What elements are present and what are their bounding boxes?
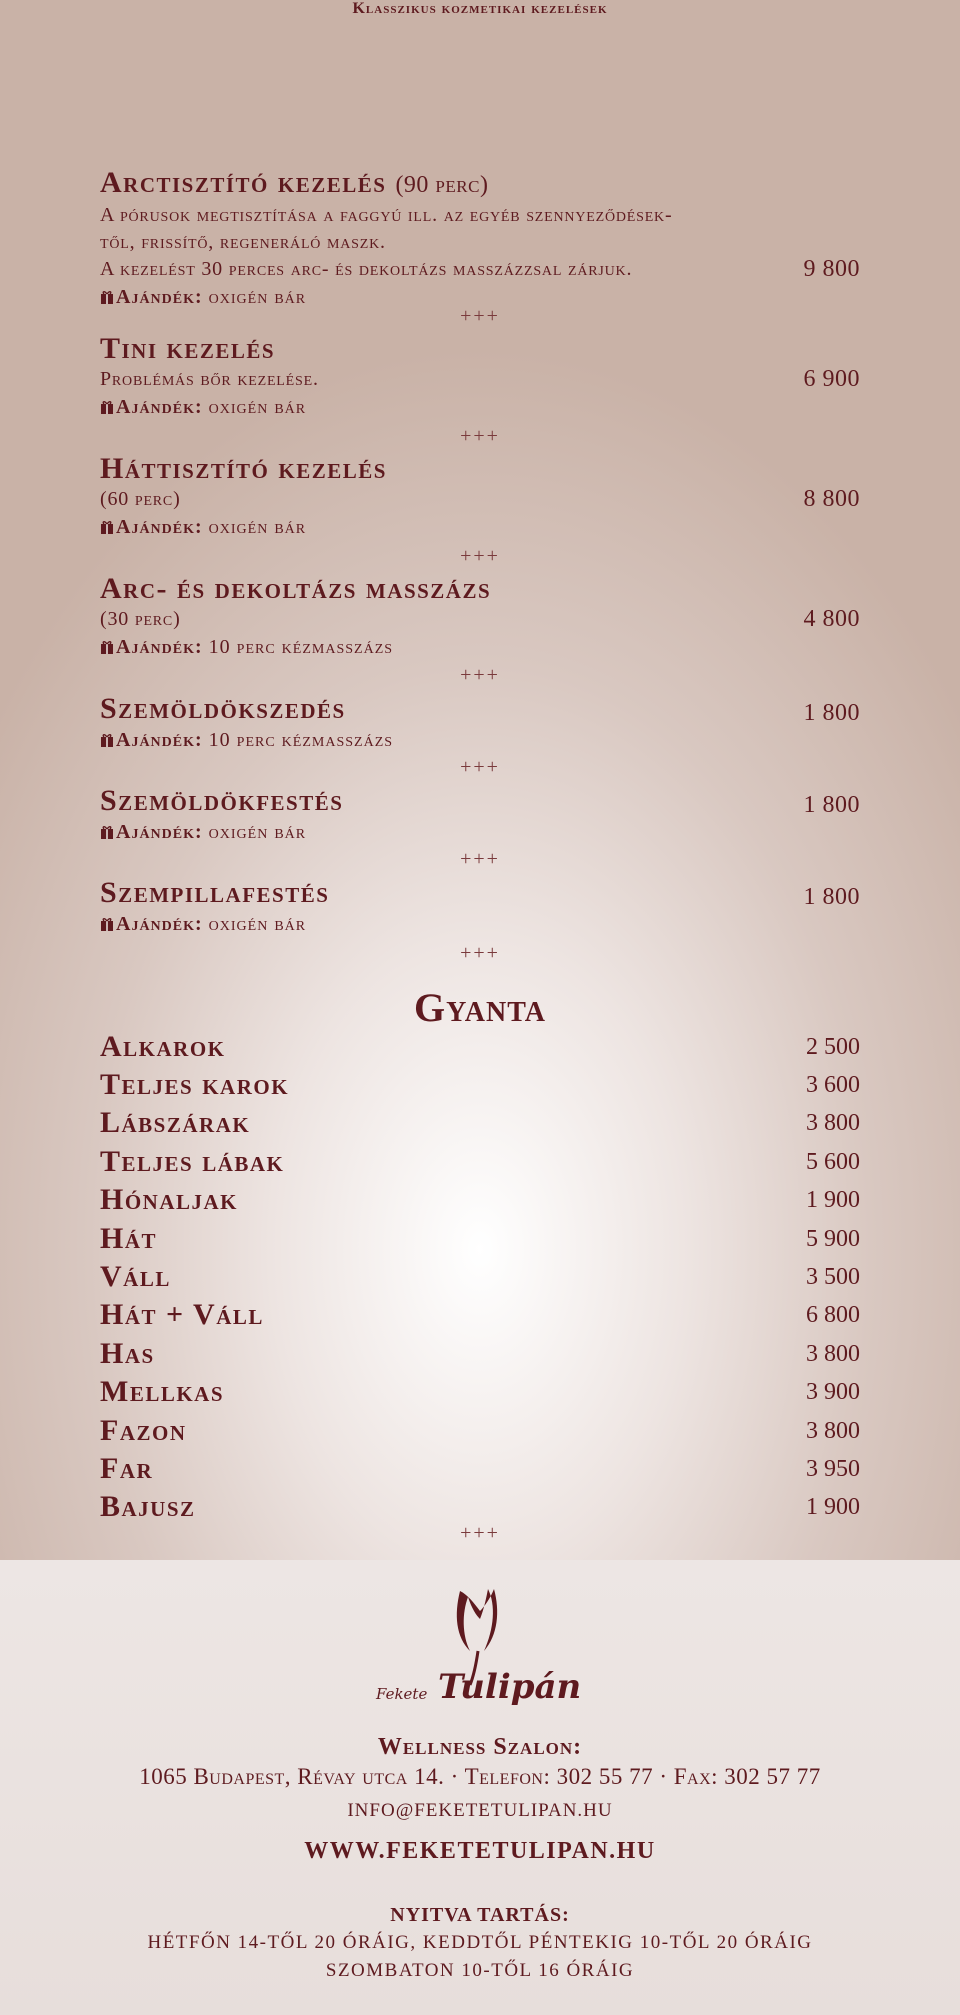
treatment-szemoldokszedes — [100, 692, 860, 754]
fekete-tulipan-logo — [370, 1585, 590, 1715]
treatment-description-text: (30 perc) — [100, 608, 181, 630]
gyanta-row — [100, 1452, 860, 1490]
gyanta-item-price: 6 800 — [806, 1302, 860, 1328]
gyanta-item-name: Has — [100, 1337, 155, 1370]
gyanta-item-name: Far — [100, 1452, 154, 1485]
treatment-name-text: Szemöldökszedés — [100, 692, 346, 725]
gyanta-item-price: 5 600 — [806, 1149, 860, 1175]
separator: +++ — [460, 425, 500, 447]
treatment-description-text: Problémás bőr kezelése. — [100, 368, 319, 390]
treatment-tini — [100, 332, 860, 421]
gyanta-row — [100, 1375, 860, 1413]
gift-label: Ajándék: — [116, 286, 203, 308]
gyanta-row — [100, 1145, 860, 1183]
gyanta-row — [100, 1337, 860, 1375]
treatment-name — [100, 876, 860, 910]
gift-label: Ajándék: — [116, 821, 203, 843]
treatment-price: 6 900 — [803, 366, 860, 392]
gift-label: Ajándék: — [116, 396, 203, 418]
gift-icon — [100, 290, 114, 304]
hours-line-saturday: SZOMBATON 10-TŐL 16 ÓRÁIG — [325, 1960, 635, 1981]
gift-icon — [100, 917, 114, 931]
main-title: Klasszikus kozmetikai kezelések — [352, 0, 608, 17]
treatment-name — [100, 784, 860, 818]
treatment-price: 4 800 — [803, 606, 860, 632]
treatment-price: 1 800 — [803, 792, 860, 818]
gyanta-row — [100, 1222, 860, 1260]
treatment-arc-dekoltazs — [100, 572, 860, 661]
gyanta-item-price: 3 800 — [806, 1110, 860, 1136]
treatment-description-text: (60 perc) — [100, 488, 181, 510]
hours-line-weekdays: HÉTFŐN 14-TŐL 20 ÓRÁIG, KEDDTŐL PÉNTEKIG 10-TŐL 20 ÓRÁIG — [147, 1932, 813, 1953]
treatment-price: 9 800 — [803, 256, 860, 282]
separator: +++ — [460, 756, 500, 778]
gift-line — [100, 393, 860, 421]
treatment-description: től, frissítő, regeneráló maszk. — [100, 231, 386, 253]
gyanta-item-name: Alkarok — [100, 1030, 226, 1063]
address-line: 1065 Budapest, Révay utca 14. · Telefon: 302 55 77 · Fax: 302 57 77 — [139, 1764, 821, 1789]
gyanta-item-name: Hónaljak — [100, 1183, 239, 1216]
gyanta-item-name: Bajusz — [100, 1490, 196, 1523]
gyanta-item-price: 3 600 — [806, 1072, 860, 1098]
treatment-szemoldokfestes — [100, 784, 860, 846]
gift-label: Ajándék: — [116, 913, 203, 935]
hours-title: NYITVA TARTÁS: — [390, 1904, 570, 1926]
gift-icon — [100, 400, 114, 414]
gift-text: 10 perc kézmasszázs — [208, 636, 394, 658]
gift-text: oxigén bár — [208, 913, 307, 935]
gift-text: 10 perc kézmasszázs — [208, 729, 394, 751]
treatment-name: Háttisztító kezelés — [100, 452, 387, 485]
gyanta-item-price: 1 900 — [806, 1494, 860, 1520]
treatment-szempillafestes — [100, 876, 860, 938]
gyanta-item-name: Lábszárak — [100, 1106, 251, 1139]
gyanta-row — [100, 1183, 860, 1221]
treatment-description — [100, 606, 860, 633]
salon-label: Wellness Szalon: — [377, 1734, 583, 1760]
gyanta-item-name: Hát — [100, 1222, 158, 1255]
separator: +++ — [460, 848, 500, 870]
treatment-price: 1 800 — [803, 700, 860, 726]
website-link[interactable]: WWW.FEKETETULIPAN.HU — [304, 1838, 656, 1864]
gift-label: Ajándék: — [116, 636, 203, 658]
gyanta-item-price: 3 500 — [806, 1264, 860, 1290]
gift-label: Ajándék: — [116, 516, 203, 538]
treatment-description — [100, 256, 860, 283]
treatment-hattisztito — [100, 452, 860, 541]
treatment-name — [100, 692, 860, 726]
gyanta-row — [100, 1030, 860, 1068]
separator: +++ — [460, 1522, 500, 1544]
gyanta-item-price: 5 900 — [806, 1226, 860, 1252]
gift-icon — [100, 825, 114, 839]
separator: +++ — [460, 942, 500, 964]
gyanta-item-name: Fazon — [100, 1414, 187, 1447]
gyanta-item-price: 3 800 — [806, 1341, 860, 1367]
gyanta-row — [100, 1414, 860, 1452]
treatment-name-text: Arctisztító kezelés — [100, 166, 387, 199]
gyanta-item-name: Teljes karok — [100, 1068, 290, 1101]
gyanta-row — [100, 1260, 860, 1298]
gift-line — [100, 818, 860, 846]
gyanta-item-price: 2 500 — [806, 1034, 860, 1060]
gyanta-item-name: Váll — [100, 1260, 171, 1293]
logo-text-small: Fekete — [376, 1685, 428, 1703]
gift-text: oxigén bár — [208, 821, 307, 843]
gift-line — [100, 633, 860, 661]
treatment-name-text: Szemöldökfestés — [100, 784, 344, 817]
gyanta-title: Gyanta — [413, 985, 547, 1030]
gyanta-item-name: Mellkas — [100, 1375, 225, 1408]
email-link[interactable]: INFO@FEKETETULIPAN.HU — [347, 1800, 613, 1821]
gift-icon — [100, 520, 114, 534]
gyanta-item-name: Hát + Váll — [100, 1298, 264, 1331]
gift-line — [100, 910, 860, 938]
gyanta-item-price: 3 950 — [806, 1456, 860, 1482]
gyanta-item-price: 1 900 — [806, 1187, 860, 1213]
gift-label: Ajándék: — [116, 729, 203, 751]
treatment-description — [100, 486, 860, 513]
logo-text-big: Tulipán — [438, 1667, 582, 1707]
gift-line — [100, 513, 860, 541]
gift-text: oxigén bár — [208, 286, 307, 308]
treatment-name — [100, 166, 860, 202]
separator: +++ — [460, 305, 500, 327]
gyanta-item-price: 3 800 — [806, 1418, 860, 1444]
gyanta-row — [100, 1106, 860, 1144]
gyanta-item-name: Teljes lábak — [100, 1145, 285, 1178]
treatment-name: Arc- és dekoltázs masszázs — [100, 572, 492, 605]
treatment-description-text: A kezelést 30 perces arc- és dekoltázs masszázzsal zárjuk. — [100, 258, 633, 280]
treatment-description: A pórusok megtisztítása a faggyú ill. az egyéb szennyeződések- — [100, 204, 673, 226]
gift-line — [100, 726, 860, 754]
gyanta-row — [100, 1068, 860, 1106]
treatment-price: 8 800 — [803, 486, 860, 512]
treatment-description — [100, 366, 860, 393]
treatment-price: 1 800 — [803, 884, 860, 910]
treatment-arctisztito — [100, 166, 860, 311]
gyanta-item-price: 3 900 — [806, 1379, 860, 1405]
gift-text: oxigén bár — [208, 516, 307, 538]
treatment-name-text: Szempillafestés — [100, 876, 330, 909]
separator: +++ — [460, 664, 500, 686]
gyanta-row — [100, 1298, 860, 1336]
gift-icon — [100, 733, 114, 747]
treatment-name: Tini kezelés — [100, 332, 276, 365]
separator: +++ — [460, 545, 500, 567]
treatment-duration: (90 perc) — [395, 172, 489, 198]
gift-text: oxigén bár — [208, 396, 307, 418]
gift-icon — [100, 640, 114, 654]
